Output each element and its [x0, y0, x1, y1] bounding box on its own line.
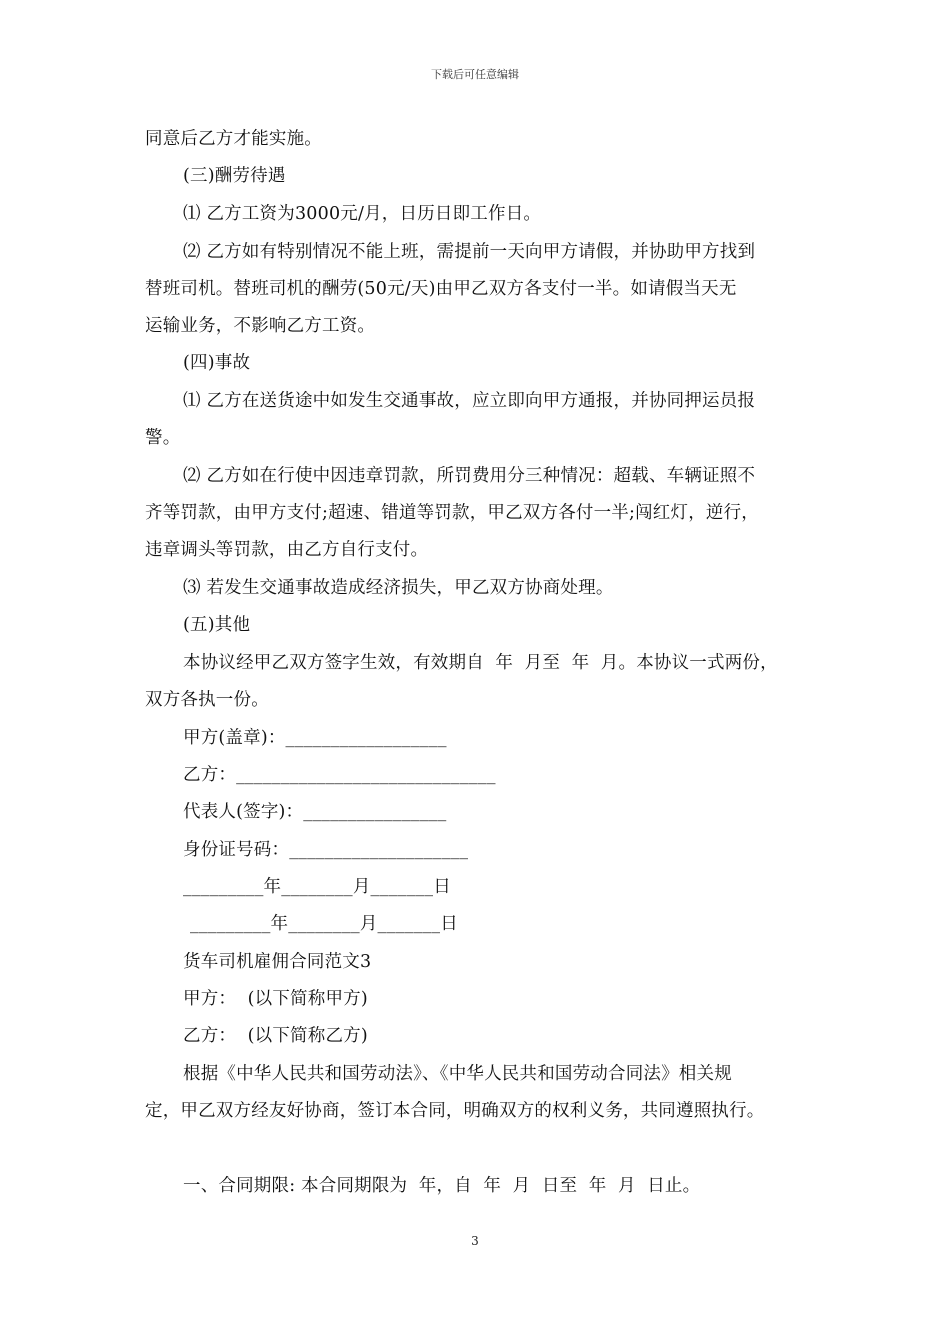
- paragraph-line: 运输业务，不影响乙方工资。: [145, 316, 376, 336]
- date-line: _________年________月_______日: [183, 877, 451, 897]
- paragraph-line: ⑵ 乙方如有特别情况不能上班，需提前一天向甲方请假，并协助甲方找到: [183, 242, 756, 262]
- section-heading: (三)酬劳待遇: [183, 166, 286, 186]
- document-title: 货车司机雇佣合同范文3: [183, 952, 372, 972]
- paragraph-line: ⑶ 若发生交通事故造成经济损失，甲乙双方协商处理。: [183, 578, 614, 598]
- paragraph-line: ⑵ 乙方如在行使中因违章罚款，所罚费用分三种情况：超载、车辆证照不: [183, 466, 756, 486]
- contract-term-line: 一、合同期限: 本合同期限为 年，自 年 月 日至 年 月 日止。: [183, 1176, 701, 1196]
- section-heading: (五)其他: [183, 615, 251, 635]
- paragraph-line: ⑴ 乙方在送货途中如发生交通事故，应立即向甲方通报，并协同押运员报: [183, 391, 756, 411]
- signature-line-representative: 代表人(签字)：________________: [183, 802, 447, 822]
- signature-line-party-a: 甲方(盖章)：__________________: [183, 728, 447, 748]
- page-number: 3: [471, 1234, 479, 1248]
- paragraph-line: 根据《中华人民共和国劳动法》、《中华人民共和国劳动合同法》相关规: [183, 1064, 732, 1084]
- paragraph-line: 同意后乙方才能实施。: [145, 129, 322, 149]
- date-line: _________年________月_______日: [190, 914, 458, 934]
- signature-line-id-number: 身份证号码：____________________: [183, 840, 469, 860]
- paragraph-line: 双方各执一份。: [145, 690, 269, 710]
- section-heading: (四)事故: [183, 353, 251, 373]
- paragraph-line: ⑴ 乙方工资为3000元/月，日历日即工作日。: [183, 204, 542, 224]
- paragraph-line: 定，甲乙双方经友好协商，签订本合同，明确双方的权利义务，共同遵照执行。: [145, 1101, 765, 1121]
- paragraph-line: 替班司机。替班司机的酬劳(50元/天)由甲乙双方各支付一半。如请假当天无: [145, 279, 737, 299]
- paragraph-line: 本协议经甲乙双方签字生效，有效期自 年 月至 年 月。本协议一式两份，: [183, 653, 778, 673]
- paragraph-line: 违章调头等罚款，由乙方自行支付。: [145, 540, 429, 560]
- page-header: 下载后可任意编辑: [431, 68, 519, 81]
- paragraph-line: 警。: [145, 428, 181, 448]
- paragraph-line: 齐等罚款，由甲方支付;超速、错道等罚款，甲乙双方各付一半;闯红灯，逆行，: [145, 503, 759, 523]
- party-a-line: 甲方： (以下简称甲方): [183, 989, 368, 1009]
- signature-line-party-b: 乙方：_____________________________: [183, 765, 496, 785]
- party-b-line: 乙方： (以下简称乙方): [183, 1026, 368, 1046]
